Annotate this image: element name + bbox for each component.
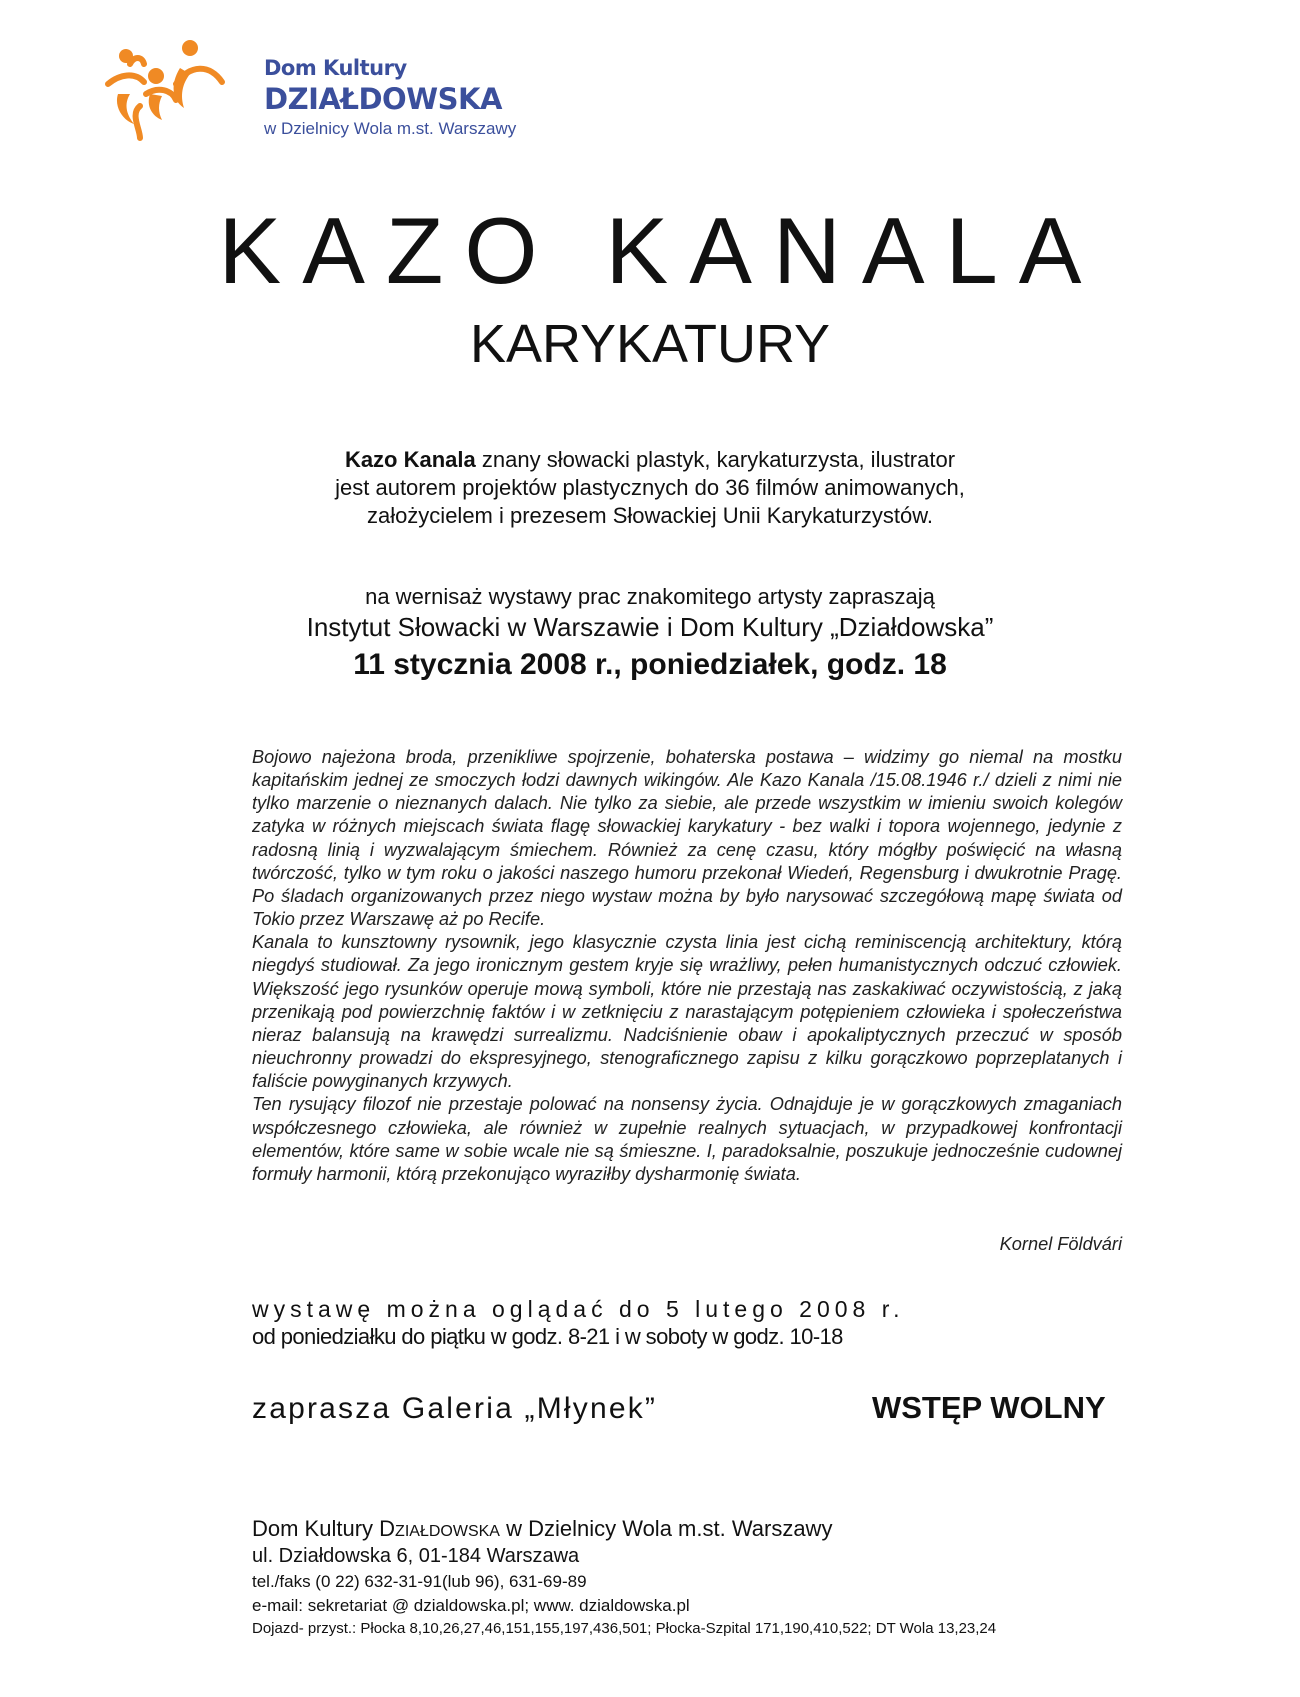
article-paragraph-1: Bojowo najeżona broda, przenikliwe spojrzenie, bohaterska postawa – widzimy go niemal na mostku kapitańskim jednej ze smoczych łodzi dawnych wikingów. Ale Kazo Kanala /15.08.1946 r./ dzieli z nimi nie tylko marzenie o nieznanych dalach. Nie tylko za siebie, ale przede wszystkim w imieniu swoich kolegów zatyka w różnych miejscach świata flagę słowackiej karykatury - bez walki i topora wojennego, jedynie z radosną linią i wyzwalającym śmiechem. Również za cenę czasu, który mógłby poświęcić na własną twórczość, tylko w tym roku o jakości naszego humoru przekonał Wiedeń, Regensburg i dwukrotnie Pragę. Po śladach organizowanych przez niego wystaw można by było narysować szczegółową mapę świata od Tokio przez Warszawę aż po Recife.	[252, 747, 1122, 930]
logo-line-3: w Dzielnicy Wola m.st. Warszawy	[264, 119, 517, 138]
page-title: KAZO KANALA	[218, 198, 1103, 303]
exhibition-dates: wystawę można oglądać do 5 lutego 2008 r.	[252, 1296, 905, 1322]
footer-institution-b: ZIAŁDOWSKA	[395, 1523, 500, 1540]
footer-phone: tel./faks (0 22) 632-31-91(lub 96), 631-69-89	[252, 1572, 587, 1591]
page-subtitle: KARYKATURY	[469, 314, 831, 374]
logo-line-2: DZIAŁDOWSKA	[264, 82, 502, 116]
intro-line-1	[0, 446, 1300, 474]
invitation-line-1: na wernisaż wystawy prac znakomitego artysty zapraszają	[365, 584, 935, 609]
gallery-invitation: zaprasza Galeria „Młynek”	[252, 1392, 658, 1425]
article-body	[252, 746, 1122, 1186]
three-figures-icon	[100, 34, 250, 144]
intro-line-2: jest autorem projektów plastycznych do 36 filmów animowanych,	[335, 475, 965, 500]
article-paragraph-2: Kanala to kunsztowny rysownik, jego klasycznie czysta linia jest cichą reminiscencją architektury, którą niegdyś studiował. Za jego ironicznym gestem kryje się wrażliwy, pełen humanistycznych odczuć człowiek. Większość jego rysunków operuje mową symboli, które nie przestają nas zaskakiwać oczywistością, z jaką przenikają pod powierzchnię faktów i w zetknięciu z narastającym potępieniem człowieka i społeczeństwa nieraz balansują na krawędzi surrealizmu. Nadciśnienie obaw i apokaliptycznych przeczuć w sposób nieuchronny prowadzi do ekspresyjnego, stenograficznego zapisu z kilku gorączkowo poprzeplatanych i faliście powyginanych krzywych.	[252, 932, 1122, 1092]
invitation-line-2: Instytut Słowacki w Warszawie i Dom Kultury „Działdowska”	[306, 612, 994, 642]
free-entry-label: WSTĘP WOLNY	[872, 1390, 1106, 1425]
footer-institution-a: Dom Kultury D	[252, 1516, 396, 1541]
vernissage-date: 11 stycznia 2008 r., poniedziałek, godz. 18	[353, 648, 947, 681]
intro-line-3: założycielem i prezesem Słowackiej Unii Karykaturzystów.	[366, 503, 934, 528]
footer-institution-c: w Dzielnicy Wola m.st. Warszawy	[499, 1516, 833, 1541]
article-author: Kornel Földvári	[999, 1234, 1122, 1254]
footer-address: ul. Działdowska 6, 01-184 Warszawa	[252, 1545, 580, 1567]
intro-line-1-text: znany słowacki plastyk, karykaturzysta, ilustrator	[475, 447, 956, 472]
article-paragraph-3: Ten rysujący filozof nie przestaje polować na nonsensy życia. Odnajduje je w gorączkowych zmaganiach współczesnego człowieka, ale również w zupełnie realnych sytuacjach, w przypadkowej konfrontacji elementów, które same w sobie wcale nie są śmieszne. I, paradoksalnie, poszukuje jednocześnie cudownej formuły harmonii, którą przekonująco wyraziłby dysharmonię świata.	[252, 1094, 1122, 1184]
exhibition-hours: od poniedziałku do piątku w godz. 8-21 i w soboty w godz. 10-18	[252, 1324, 843, 1349]
footer-transport: Dojazd- przyst.: Płocka 8,10,26,27,46,151,155,197,436,501; Płocka-Szpital 171,190,410,522; DT Wola 13,23,24	[252, 1620, 997, 1637]
footer-contact: e-mail: sekretariat @ dzialdowska.pl; www. dzialdowska.pl	[252, 1596, 690, 1615]
artist-name: Kazo Kanala	[344, 447, 476, 472]
logo	[100, 34, 540, 144]
footer-institution	[252, 1516, 832, 1542]
logo-line-1: Dom Kultury	[264, 56, 407, 80]
